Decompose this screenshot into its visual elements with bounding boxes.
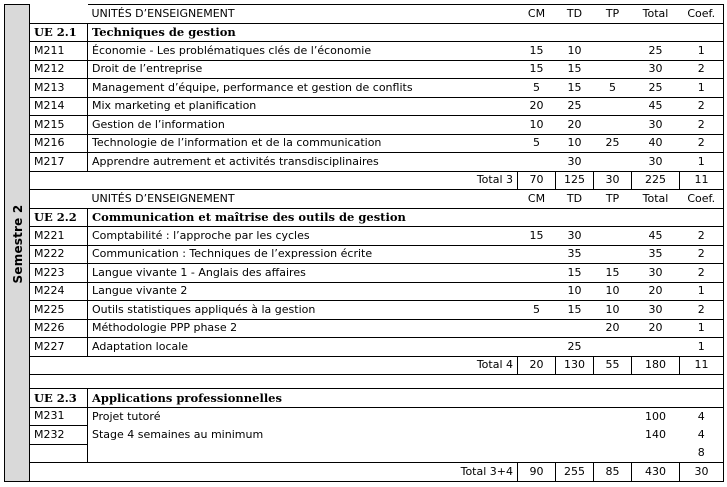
curriculum-table <box>29 4 724 482</box>
module-cm: 15 <box>518 42 556 61</box>
module-td: 15 <box>556 60 594 79</box>
module-row <box>30 79 724 98</box>
empty-cell <box>518 407 556 426</box>
header-tp: TP <box>594 5 632 24</box>
module-cm: 5 <box>518 301 556 320</box>
module-td: 10 <box>556 134 594 153</box>
module-name: Langue vivante 1 - Anglais des affaires <box>88 264 518 283</box>
semester-sidebar <box>4 4 30 482</box>
empty-cell <box>518 426 556 445</box>
module-coef: 1 <box>680 153 724 172</box>
empty-cell <box>88 375 518 389</box>
ue-title-row <box>30 23 724 42</box>
module-coef: 2 <box>680 116 724 135</box>
module-code: M216 <box>30 134 88 153</box>
subtotal-cm: 20 <box>518 356 556 375</box>
module-row <box>30 42 724 61</box>
module-coef: 2 <box>680 60 724 79</box>
subtotal-total: 225 <box>632 171 680 190</box>
module-code: M223 <box>30 264 88 283</box>
subtotal-total: 180 <box>632 356 680 375</box>
empty-cell <box>632 375 680 389</box>
module-code: M213 <box>30 79 88 98</box>
module-total: 30 <box>632 116 680 135</box>
subtotal-tp: 30 <box>594 171 632 190</box>
module-coef: 2 <box>680 301 724 320</box>
module-total: 100 <box>632 407 680 426</box>
subtotal-label: Total 3 <box>88 171 518 190</box>
empty-cell <box>88 444 518 463</box>
module-row <box>30 426 724 445</box>
module-row <box>30 153 724 172</box>
module-cm <box>518 153 556 172</box>
subtotal-tp: 55 <box>594 356 632 375</box>
module-row <box>30 134 724 153</box>
module-tp <box>594 245 632 264</box>
subtotal-td: 125 <box>556 171 594 190</box>
empty-cell <box>680 375 724 389</box>
semester-label: Semestre 2 <box>11 204 25 284</box>
subtotal-cm: 70 <box>518 171 556 190</box>
module-cm <box>518 282 556 301</box>
empty-cell <box>556 375 594 389</box>
module-td <box>556 319 594 338</box>
header-blank <box>30 190 88 209</box>
module-total: 35 <box>632 245 680 264</box>
empty-cell <box>594 407 632 426</box>
module-code: M221 <box>30 227 88 246</box>
module-coef: 2 <box>680 134 724 153</box>
module-code: M212 <box>30 60 88 79</box>
module-row <box>30 319 724 338</box>
module-total: 40 <box>632 134 680 153</box>
column-header-row <box>30 190 724 209</box>
module-code: M231 <box>30 407 88 426</box>
module-name: Langue vivante 2 <box>88 282 518 301</box>
module-total: 30 <box>632 301 680 320</box>
module-row <box>30 282 724 301</box>
subtotal-row <box>30 356 724 375</box>
module-total: 20 <box>632 282 680 301</box>
module-name: Outils statistiques appliqués à la gestion <box>88 301 518 320</box>
ue-code: UE 2.1 <box>30 23 88 42</box>
grand-total-label: Total 3+4 <box>88 463 518 482</box>
module-tp: 10 <box>594 282 632 301</box>
module-total: 20 <box>632 319 680 338</box>
module-cm: 20 <box>518 97 556 116</box>
module-name: Management d’équipe, performance et gestion de conflits <box>88 79 518 98</box>
module-total: 45 <box>632 97 680 116</box>
empty-cell <box>556 426 594 445</box>
module-coef: 2 <box>680 264 724 283</box>
module-total: 25 <box>632 79 680 98</box>
grand-total-coef: 30 <box>680 463 724 482</box>
subtotal-label: Total 4 <box>88 356 518 375</box>
module-name: Projet tutoré <box>88 407 518 426</box>
empty-cell <box>594 389 632 408</box>
module-name: Méthodologie PPP phase 2 <box>88 319 518 338</box>
curriculum-sheet <box>4 4 723 482</box>
ue-title-row <box>30 208 724 227</box>
module-td: 15 <box>556 264 594 283</box>
module-cm <box>518 264 556 283</box>
module-code: M232 <box>30 426 88 445</box>
ue-title: Communication et maîtrise des outils de gestion <box>88 208 518 227</box>
header-cm: CM <box>518 190 556 209</box>
empty-cell <box>556 444 594 463</box>
empty-cell <box>680 208 724 227</box>
header-td: TD <box>556 190 594 209</box>
ue-title: Techniques de gestion <box>88 23 518 42</box>
module-code: M227 <box>30 338 88 357</box>
empty-cell <box>594 208 632 227</box>
subtotal-row <box>30 171 724 190</box>
module-name: Apprendre autrement et activités transdisciplinaires <box>88 153 518 172</box>
header-total: Total <box>632 5 680 24</box>
module-tp: 25 <box>594 134 632 153</box>
empty-cell <box>632 208 680 227</box>
module-name: Mix marketing et planification <box>88 97 518 116</box>
module-coef: 1 <box>680 79 724 98</box>
empty-cell <box>518 208 556 227</box>
grand-total-cm: 90 <box>518 463 556 482</box>
module-td: 10 <box>556 42 594 61</box>
module-td: 15 <box>556 301 594 320</box>
empty-cell <box>556 407 594 426</box>
module-code: M211 <box>30 42 88 61</box>
module-row <box>30 97 724 116</box>
subtotal-coef: 11 <box>680 356 724 375</box>
module-tp <box>594 97 632 116</box>
header-total: Total <box>632 190 680 209</box>
module-tp: 15 <box>594 264 632 283</box>
header-unites: UNITÉS D’ENSEIGNEMENT <box>88 5 518 24</box>
empty-cell <box>594 23 632 42</box>
module-coef: 1 <box>680 282 724 301</box>
module-tp <box>594 227 632 246</box>
header-unites: UNITÉS D’ENSEIGNEMENT <box>88 190 518 209</box>
empty-cell <box>518 444 556 463</box>
module-total: 25 <box>632 42 680 61</box>
module-row <box>30 227 724 246</box>
module-name: Stage 4 semaines au minimum <box>88 426 518 445</box>
module-td: 30 <box>556 153 594 172</box>
module-tp <box>594 116 632 135</box>
header-td: TD <box>556 5 594 24</box>
module-cm: 15 <box>518 227 556 246</box>
empty-cell <box>594 426 632 445</box>
module-name: Communication : Techniques de l’expression écrite <box>88 245 518 264</box>
module-coef: 2 <box>680 97 724 116</box>
empty-cell <box>632 389 680 408</box>
module-tp: 5 <box>594 79 632 98</box>
ue-title: Applications professionnelles <box>88 389 518 408</box>
module-tp <box>594 153 632 172</box>
empty-cell <box>594 444 632 463</box>
module-row <box>30 116 724 135</box>
module-cm: 5 <box>518 79 556 98</box>
coef-sum-row <box>30 444 724 463</box>
module-coef: 4 <box>680 407 724 426</box>
module-td: 20 <box>556 116 594 135</box>
empty-cell <box>30 375 88 389</box>
module-row <box>30 264 724 283</box>
module-cm: 5 <box>518 134 556 153</box>
module-tp <box>594 338 632 357</box>
module-total: 30 <box>632 153 680 172</box>
empty-cell <box>680 389 724 408</box>
module-coef: 1 <box>680 338 724 357</box>
curriculum-table-body <box>30 5 724 482</box>
module-cm <box>518 245 556 264</box>
empty-cell <box>556 23 594 42</box>
module-coef: 1 <box>680 319 724 338</box>
empty-cell <box>556 208 594 227</box>
ue-code: UE 2.3 <box>30 389 88 408</box>
module-code: M226 <box>30 319 88 338</box>
module-name: Technologie de l’information et de la communication <box>88 134 518 153</box>
header-coef: Coef. <box>680 190 724 209</box>
empty-cell <box>518 375 556 389</box>
module-tp: 20 <box>594 319 632 338</box>
empty-cell <box>30 444 88 463</box>
module-name: Gestion de l’information <box>88 116 518 135</box>
module-td: 25 <box>556 97 594 116</box>
header-tp: TP <box>594 190 632 209</box>
grand-total-total: 430 <box>632 463 680 482</box>
module-row <box>30 60 724 79</box>
module-td: 25 <box>556 338 594 357</box>
module-total: 45 <box>632 227 680 246</box>
empty-cell <box>30 171 88 190</box>
module-tp <box>594 42 632 61</box>
module-name: Comptabilité : l’approche par les cycles <box>88 227 518 246</box>
header-coef: Coef. <box>680 5 724 24</box>
empty-cell <box>30 463 88 482</box>
ue-title-row <box>30 389 724 408</box>
module-tp: 10 <box>594 301 632 320</box>
module-code: M224 <box>30 282 88 301</box>
empty-cell <box>680 23 724 42</box>
module-td: 10 <box>556 282 594 301</box>
module-row <box>30 338 724 357</box>
empty-cell <box>594 375 632 389</box>
module-row <box>30 301 724 320</box>
module-coef: 2 <box>680 245 724 264</box>
module-coef: 2 <box>680 227 724 246</box>
module-tp <box>594 60 632 79</box>
empty-cell <box>632 444 680 463</box>
module-name: Adaptation locale <box>88 338 518 357</box>
grand-total-td: 255 <box>556 463 594 482</box>
module-code: M217 <box>30 153 88 172</box>
module-cm: 10 <box>518 116 556 135</box>
empty-cell <box>518 23 556 42</box>
spacer-row <box>30 375 724 389</box>
module-code: M215 <box>30 116 88 135</box>
module-row <box>30 407 724 426</box>
grand-total-row <box>30 463 724 482</box>
subtotal-td: 130 <box>556 356 594 375</box>
ue-code: UE 2.2 <box>30 208 88 227</box>
empty-cell <box>556 389 594 408</box>
module-row <box>30 245 724 264</box>
module-name: Droit de l’entreprise <box>88 60 518 79</box>
module-code: M225 <box>30 301 88 320</box>
module-td: 35 <box>556 245 594 264</box>
coef-sum: 8 <box>680 444 724 463</box>
empty-cell <box>632 23 680 42</box>
module-td: 30 <box>556 227 594 246</box>
module-total <box>632 338 680 357</box>
grand-total-tp: 85 <box>594 463 632 482</box>
module-coef: 4 <box>680 426 724 445</box>
module-coef: 1 <box>680 42 724 61</box>
module-code: M214 <box>30 97 88 116</box>
column-header-row <box>30 5 724 24</box>
module-code: M222 <box>30 245 88 264</box>
module-total: 30 <box>632 264 680 283</box>
module-cm <box>518 319 556 338</box>
module-total: 140 <box>645 427 666 441</box>
header-cm: CM <box>518 5 556 24</box>
module-td: 15 <box>556 79 594 98</box>
module-cm: 15 <box>518 60 556 79</box>
empty-cell <box>518 389 556 408</box>
module-name: Économie - Les problématiques clés de l’économie <box>88 42 518 61</box>
header-blank <box>30 5 88 24</box>
subtotal-coef: 11 <box>680 171 724 190</box>
module-cm <box>518 338 556 357</box>
empty-cell <box>30 356 88 375</box>
module-total: 30 <box>632 60 680 79</box>
